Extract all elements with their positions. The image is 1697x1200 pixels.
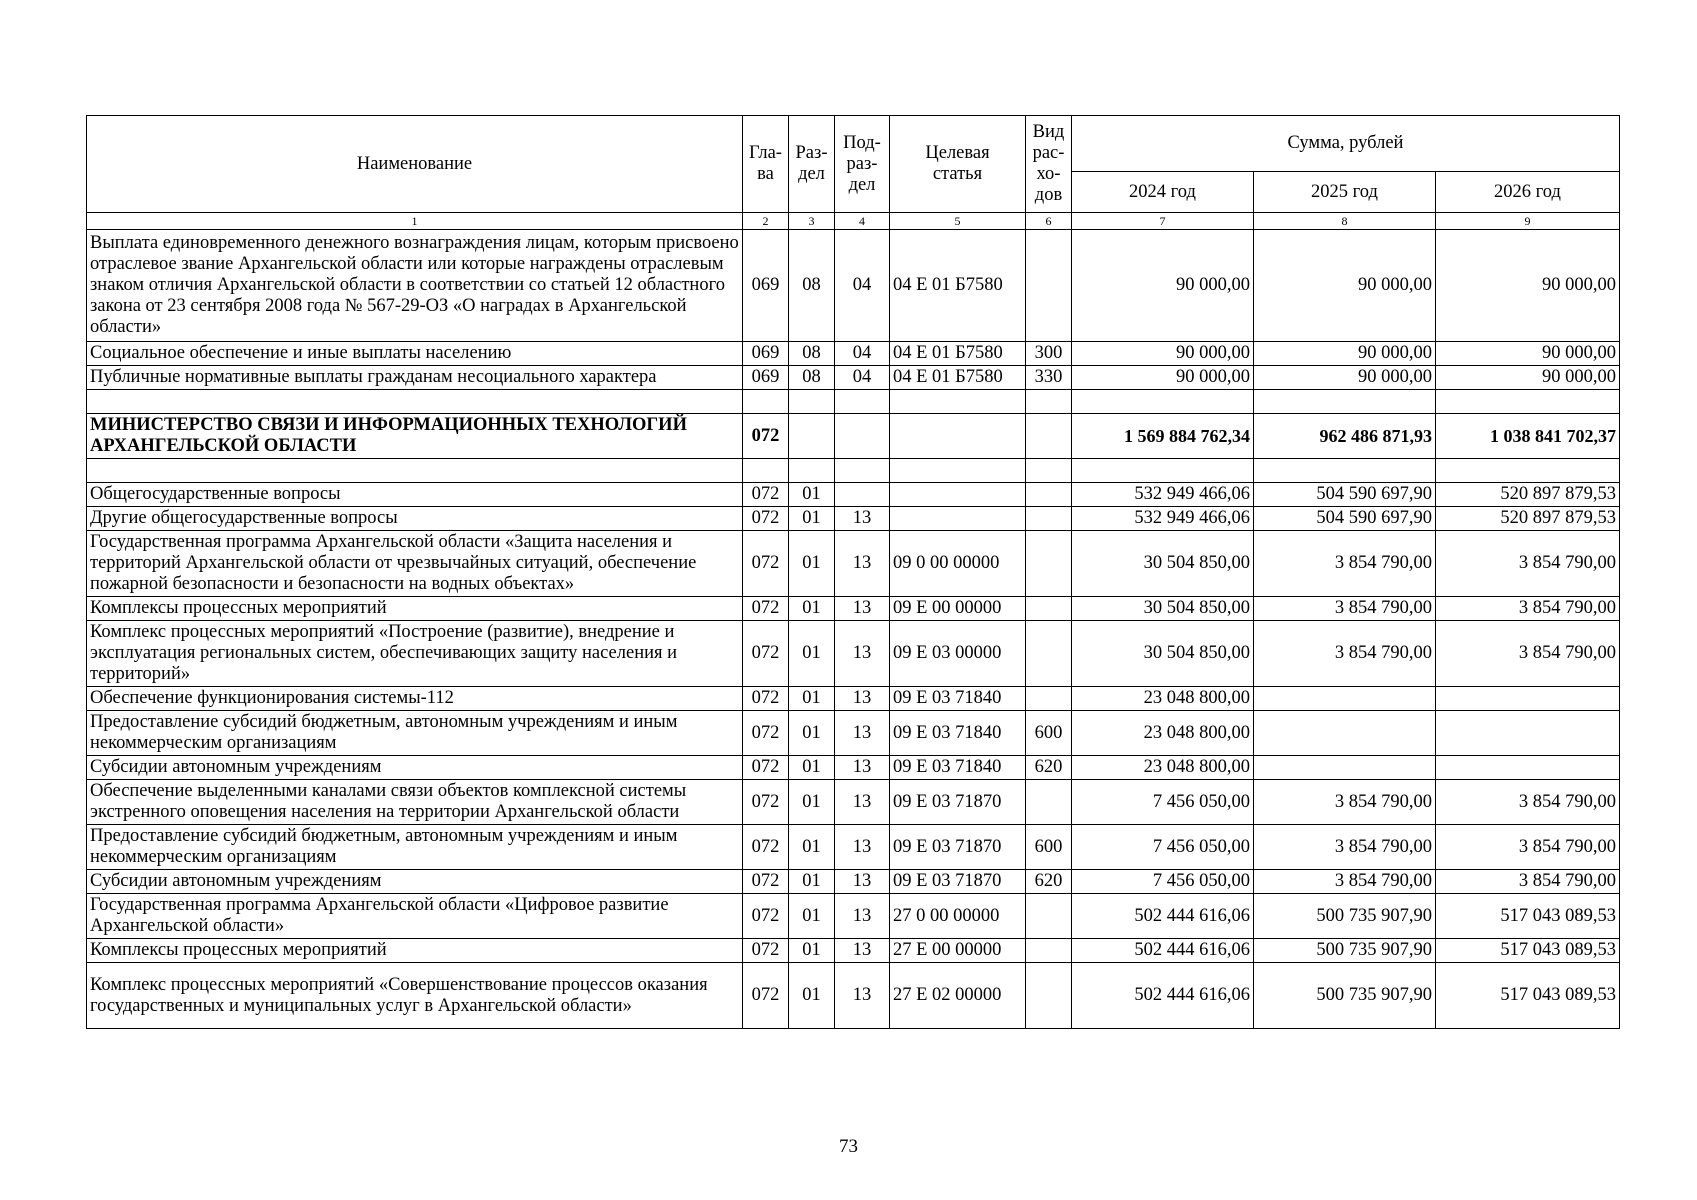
row-section: 01 <box>789 780 835 825</box>
row-name: Обеспечение функционирования системы-112 <box>87 687 743 711</box>
row-target-article <box>890 459 1026 483</box>
row-subsection: 04 <box>835 366 890 390</box>
row-section: 01 <box>789 756 835 780</box>
row-amount-2026 <box>1436 459 1620 483</box>
row-expense-type: 620 <box>1026 870 1072 894</box>
row-target-article <box>890 483 1026 507</box>
row-name: Обеспечение выделенными каналами связи объектов комплексной системы экстренного оповещения населения на территории Архангельской области <box>87 780 743 825</box>
budget-table <box>86 115 1620 1029</box>
row-name: Выплата единовременного денежного вознаграждения лицам, которым присвоено отраслевое звание Архангельской области или которые награждены отраслевым знаком отличия Архангельской области в соответствии со статьей 12 областного закона от 23 сентября 2008 года № 567-29-ОЗ «О наградах в Архангельской области» <box>87 230 743 342</box>
table-row <box>87 531 1620 597</box>
row-chapter: 072 <box>743 711 789 756</box>
row-target-article: 27 Е 02 00000 <box>890 963 1026 1029</box>
row-expense-type: 620 <box>1026 756 1072 780</box>
row-name: Социальное обеспечение и иные выплаты населению <box>87 342 743 366</box>
row-subsection: 13 <box>835 870 890 894</box>
row-name: Субсидии автономным учреждениям <box>87 870 743 894</box>
row-amount-2026: 90 000,00 <box>1436 366 1620 390</box>
row-chapter: 072 <box>743 756 789 780</box>
row-chapter: 072 <box>743 531 789 597</box>
row-amount-2026: 517 043 089,53 <box>1436 894 1620 939</box>
column-number: 2 <box>743 213 789 230</box>
table-row <box>87 342 1620 366</box>
row-amount-2024: 23 048 800,00 <box>1072 711 1254 756</box>
row-subsection: 13 <box>835 780 890 825</box>
row-section: 01 <box>789 825 835 870</box>
row-expense-type <box>1026 687 1072 711</box>
header-section: Раз- дел <box>789 116 835 213</box>
row-chapter: 072 <box>743 687 789 711</box>
row-expense-type <box>1026 597 1072 621</box>
row-expense-type <box>1026 459 1072 483</box>
row-amount-2024: 90 000,00 <box>1072 230 1254 342</box>
row-target-article: 09 0 00 00000 <box>890 531 1026 597</box>
row-amount-2025: 3 854 790,00 <box>1254 870 1436 894</box>
row-amount-2024 <box>1072 459 1254 483</box>
row-subsection <box>835 414 890 459</box>
row-amount-2025: 500 735 907,90 <box>1254 963 1436 1029</box>
row-amount-2025: 962 486 871,93 <box>1254 414 1436 459</box>
table-row <box>87 597 1620 621</box>
row-expense-type <box>1026 507 1072 531</box>
row-name <box>87 390 743 414</box>
page-number: 73 <box>839 1136 858 1157</box>
row-name: Государственная программа Архангельской области «Цифровое развитие Архангельской области» <box>87 894 743 939</box>
row-amount-2024: 502 444 616,06 <box>1072 939 1254 963</box>
row-amount-2025: 504 590 697,90 <box>1254 483 1436 507</box>
row-amount-2026: 520 897 879,53 <box>1436 507 1620 531</box>
table-row <box>87 780 1620 825</box>
row-amount-2024: 90 000,00 <box>1072 366 1254 390</box>
row-name: Комплекс процессных мероприятий «Совершенствование процессов оказания государственных и муниципальных услуг в Архангельской области» <box>87 963 743 1029</box>
row-chapter: 072 <box>743 825 789 870</box>
row-subsection: 13 <box>835 894 890 939</box>
column-number-row <box>87 213 1620 230</box>
row-amount-2026: 1 038 841 702,37 <box>1436 414 1620 459</box>
row-expense-type: 600 <box>1026 711 1072 756</box>
row-chapter: 072 <box>743 963 789 1029</box>
row-amount-2026: 90 000,00 <box>1436 342 1620 366</box>
row-section: 01 <box>789 531 835 597</box>
row-name: Другие общегосударственные вопросы <box>87 507 743 531</box>
row-expense-type <box>1026 390 1072 414</box>
row-amount-2025: 90 000,00 <box>1254 230 1436 342</box>
row-target-article: 09 Е 03 71840 <box>890 756 1026 780</box>
header-2026: 2026 год <box>1436 172 1620 213</box>
column-number: 3 <box>789 213 835 230</box>
row-target-article: 09 Е 03 71840 <box>890 711 1026 756</box>
row-amount-2025: 3 854 790,00 <box>1254 825 1436 870</box>
row-amount-2026 <box>1436 687 1620 711</box>
row-name <box>87 459 743 483</box>
row-amount-2026: 517 043 089,53 <box>1436 963 1620 1029</box>
row-chapter <box>743 459 789 483</box>
table-row <box>87 483 1620 507</box>
row-amount-2025 <box>1254 459 1436 483</box>
table-row <box>87 939 1620 963</box>
row-subsection: 13 <box>835 711 890 756</box>
row-amount-2024: 7 456 050,00 <box>1072 825 1254 870</box>
header-name: Наименование <box>87 116 743 213</box>
column-number: 5 <box>890 213 1026 230</box>
row-expense-type <box>1026 939 1072 963</box>
row-subsection: 13 <box>835 756 890 780</box>
row-amount-2025: 3 854 790,00 <box>1254 531 1436 597</box>
row-amount-2024: 7 456 050,00 <box>1072 870 1254 894</box>
row-target-article: 27 0 00 00000 <box>890 894 1026 939</box>
column-number: 9 <box>1436 213 1620 230</box>
row-amount-2026: 3 854 790,00 <box>1436 531 1620 597</box>
row-amount-2025: 3 854 790,00 <box>1254 597 1436 621</box>
row-subsection: 13 <box>835 939 890 963</box>
row-target-article <box>890 507 1026 531</box>
table-row <box>87 825 1620 870</box>
row-section: 01 <box>789 963 835 1029</box>
row-chapter: 069 <box>743 366 789 390</box>
row-section <box>789 414 835 459</box>
row-name: Комплексы процессных мероприятий <box>87 597 743 621</box>
table-row <box>87 963 1620 1029</box>
row-amount-2026 <box>1436 390 1620 414</box>
header-sum-group: Сумма, рублей <box>1072 116 1620 172</box>
table-row <box>87 711 1620 756</box>
row-target-article: 04 Е 01 Б7580 <box>890 230 1026 342</box>
row-amount-2025: 3 854 790,00 <box>1254 621 1436 687</box>
table-row <box>87 459 1620 483</box>
row-chapter: 072 <box>743 483 789 507</box>
row-name: Комплексы процессных мероприятий <box>87 939 743 963</box>
row-subsection <box>835 483 890 507</box>
row-chapter: 072 <box>743 870 789 894</box>
row-amount-2024: 7 456 050,00 <box>1072 780 1254 825</box>
table-row <box>87 230 1620 342</box>
row-section: 01 <box>789 687 835 711</box>
table-row <box>87 414 1620 459</box>
table-row <box>87 507 1620 531</box>
row-section <box>789 459 835 483</box>
row-amount-2026 <box>1436 756 1620 780</box>
row-amount-2025: 500 735 907,90 <box>1254 894 1436 939</box>
row-subsection: 13 <box>835 621 890 687</box>
row-expense-type <box>1026 483 1072 507</box>
row-amount-2024: 532 949 466,06 <box>1072 507 1254 531</box>
row-chapter: 072 <box>743 780 789 825</box>
row-target-article: 27 Е 00 00000 <box>890 939 1026 963</box>
row-chapter: 072 <box>743 621 789 687</box>
row-amount-2025 <box>1254 711 1436 756</box>
row-subsection: 13 <box>835 963 890 1029</box>
column-number: 4 <box>835 213 890 230</box>
row-amount-2024: 23 048 800,00 <box>1072 756 1254 780</box>
row-expense-type <box>1026 894 1072 939</box>
row-expense-type: 300 <box>1026 342 1072 366</box>
column-number: 8 <box>1254 213 1436 230</box>
header-expense-type: Вид рас- хо- дов <box>1026 116 1072 213</box>
row-subsection: 13 <box>835 507 890 531</box>
row-amount-2024: 30 504 850,00 <box>1072 531 1254 597</box>
header-subsection: Под- раз- дел <box>835 116 890 213</box>
row-target-article: 09 Е 00 00000 <box>890 597 1026 621</box>
row-chapter: 072 <box>743 894 789 939</box>
row-section: 08 <box>789 230 835 342</box>
row-expense-type: 330 <box>1026 366 1072 390</box>
row-amount-2025: 504 590 697,90 <box>1254 507 1436 531</box>
row-amount-2025 <box>1254 390 1436 414</box>
row-expense-type <box>1026 963 1072 1029</box>
table-row <box>87 894 1620 939</box>
row-chapter: 072 <box>743 597 789 621</box>
row-amount-2025 <box>1254 687 1436 711</box>
row-subsection <box>835 390 890 414</box>
table-row <box>87 390 1620 414</box>
row-subsection: 13 <box>835 597 890 621</box>
row-amount-2026: 3 854 790,00 <box>1436 780 1620 825</box>
row-target-article: 09 Е 03 00000 <box>890 621 1026 687</box>
header-2024: 2024 год <box>1072 172 1254 213</box>
row-section: 01 <box>789 894 835 939</box>
row-target-article: 09 Е 03 71870 <box>890 825 1026 870</box>
row-target-article: 09 Е 03 71840 <box>890 687 1026 711</box>
row-amount-2026: 3 854 790,00 <box>1436 870 1620 894</box>
row-target-article: 04 Е 01 Б7580 <box>890 366 1026 390</box>
row-amount-2024: 30 504 850,00 <box>1072 597 1254 621</box>
row-subsection: 04 <box>835 342 890 366</box>
row-target-article <box>890 390 1026 414</box>
row-amount-2024: 502 444 616,06 <box>1072 894 1254 939</box>
row-amount-2024: 502 444 616,06 <box>1072 963 1254 1029</box>
row-section: 08 <box>789 366 835 390</box>
column-number: 7 <box>1072 213 1254 230</box>
row-amount-2024: 532 949 466,06 <box>1072 483 1254 507</box>
row-name: Государственная программа Архангельской области «Защита населения и территорий Архангельской области от чрезвычайных ситуаций, обеспечение пожарной безопасности и безопасности на водных объектах» <box>87 531 743 597</box>
row-subsection: 04 <box>835 230 890 342</box>
row-amount-2025: 90 000,00 <box>1254 342 1436 366</box>
row-amount-2024: 23 048 800,00 <box>1072 687 1254 711</box>
row-section: 01 <box>789 711 835 756</box>
row-expense-type <box>1026 621 1072 687</box>
row-section: 08 <box>789 342 835 366</box>
row-chapter: 072 <box>743 939 789 963</box>
row-expense-type <box>1026 230 1072 342</box>
header-2025: 2025 год <box>1254 172 1436 213</box>
budget-rows <box>87 230 1620 1029</box>
row-amount-2026: 3 854 790,00 <box>1436 597 1620 621</box>
row-name: Публичные нормативные выплаты гражданам несоциального характера <box>87 366 743 390</box>
row-chapter: 069 <box>743 230 789 342</box>
row-amount-2026: 3 854 790,00 <box>1436 621 1620 687</box>
row-amount-2026: 520 897 879,53 <box>1436 483 1620 507</box>
row-chapter: 072 <box>743 414 789 459</box>
row-amount-2026: 517 043 089,53 <box>1436 939 1620 963</box>
row-name: МИНИСТЕРСТВО СВЯЗИ И ИНФОРМАЦИОННЫХ ТЕХНОЛОГИЙ АРХАНГЕЛЬСКОЙ ОБЛАСТИ <box>87 414 743 459</box>
row-amount-2025 <box>1254 756 1436 780</box>
row-name: Предоставление субсидий бюджетным, автономным учреждениям и иным некоммерческим организациям <box>87 711 743 756</box>
row-section: 01 <box>789 939 835 963</box>
row-subsection <box>835 459 890 483</box>
table-row <box>87 366 1620 390</box>
table-row <box>87 687 1620 711</box>
row-target-article: 04 Е 01 Б7580 <box>890 342 1026 366</box>
row-chapter <box>743 390 789 414</box>
row-amount-2026 <box>1436 711 1620 756</box>
table-row <box>87 870 1620 894</box>
row-amount-2026: 3 854 790,00 <box>1436 825 1620 870</box>
row-name: Субсидии автономным учреждениям <box>87 756 743 780</box>
header-chapter: Гла- ва <box>743 116 789 213</box>
row-section: 01 <box>789 483 835 507</box>
row-section: 01 <box>789 870 835 894</box>
row-subsection: 13 <box>835 687 890 711</box>
row-expense-type <box>1026 414 1072 459</box>
column-number: 1 <box>87 213 743 230</box>
row-amount-2024: 30 504 850,00 <box>1072 621 1254 687</box>
row-section: 01 <box>789 507 835 531</box>
row-subsection: 13 <box>835 531 890 597</box>
row-name: Общегосударственные вопросы <box>87 483 743 507</box>
row-subsection: 13 <box>835 825 890 870</box>
row-section: 01 <box>789 597 835 621</box>
row-amount-2024 <box>1072 390 1254 414</box>
table-row <box>87 621 1620 687</box>
row-target-article: 09 Е 03 71870 <box>890 780 1026 825</box>
header-target-article: Целевая статья <box>890 116 1026 213</box>
row-amount-2025: 90 000,00 <box>1254 366 1436 390</box>
row-expense-type <box>1026 780 1072 825</box>
row-amount-2024: 90 000,00 <box>1072 342 1254 366</box>
table-row <box>87 756 1620 780</box>
row-expense-type: 600 <box>1026 825 1072 870</box>
row-target-article <box>890 414 1026 459</box>
row-section <box>789 390 835 414</box>
row-name: Предоставление субсидий бюджетным, автономным учреждениям и иным некоммерческим организациям <box>87 825 743 870</box>
row-chapter: 072 <box>743 507 789 531</box>
row-chapter: 069 <box>743 342 789 366</box>
column-number: 6 <box>1026 213 1072 230</box>
budget-sheet <box>86 115 1619 1029</box>
row-section: 01 <box>789 621 835 687</box>
row-amount-2024: 1 569 884 762,34 <box>1072 414 1254 459</box>
row-amount-2025: 500 735 907,90 <box>1254 939 1436 963</box>
row-expense-type <box>1026 531 1072 597</box>
row-amount-2026: 90 000,00 <box>1436 230 1620 342</box>
row-name: Комплекс процессных мероприятий «Построение (развитие), внедрение и эксплуатация региональных систем, обеспечивающих защиту населения и территорий» <box>87 621 743 687</box>
row-target-article: 09 Е 03 71870 <box>890 870 1026 894</box>
row-amount-2025: 3 854 790,00 <box>1254 780 1436 825</box>
